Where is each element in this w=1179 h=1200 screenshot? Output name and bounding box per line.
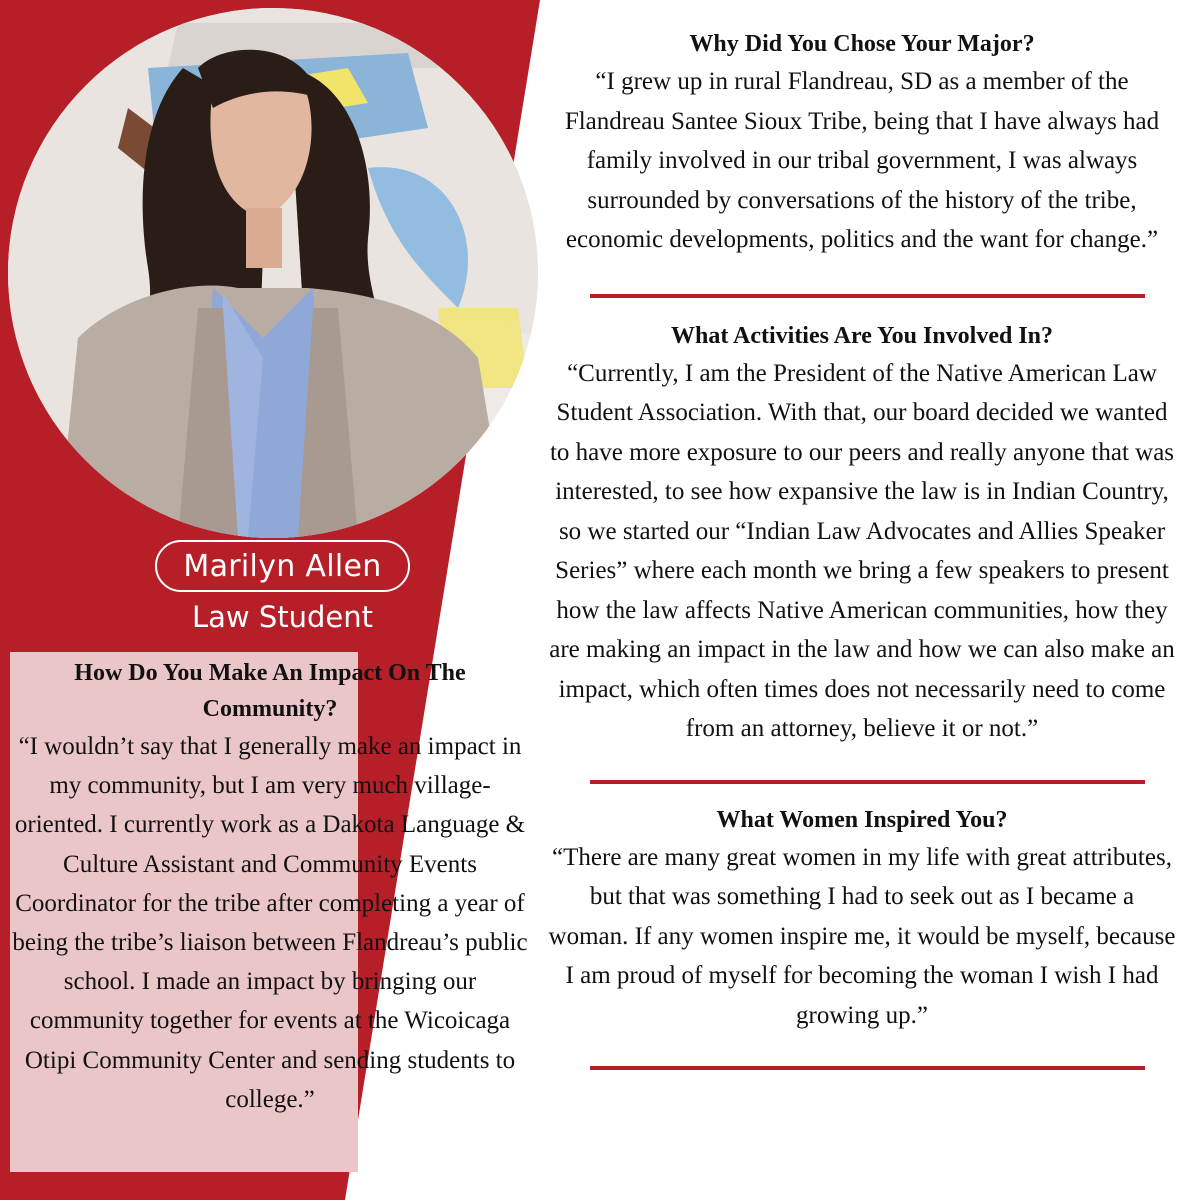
major-answer: “I grew up in rural Flandreau, SD as a member of the Flandreau Santee Sioux Tribe, being that I have always had family involved in our tribal government, I was always surrounded by conversations of the history of the tribe, economic developments, politics and the want for change.” xyxy=(564,68,1160,253)
impact-section xyxy=(12,655,528,1119)
major-section xyxy=(548,26,1176,260)
profile-photo xyxy=(8,8,538,538)
qa-column xyxy=(548,26,1176,1070)
major-question: Why Did You Chose Your Major? xyxy=(689,31,1035,57)
activities-question: What Activities Are You Involved In? xyxy=(670,322,1054,349)
impact-question: How Do You Make An Impact On The Community? xyxy=(74,660,466,722)
activities-answer: “Currently, I am the President of the Native American Law Student Association. With that, our board decided we wanted to have more exposure to our peers and really anyone that was interested, to see how expansive the law is in Indian Country, so we started our “Indian Law Advocates and Allies Speaker Series” where each month we bring a few speakers to present how the law affects Native American communities, how they are making an impact in the law and how we can also make an impact, which often times does not necessarily need to come from an attorney, believe it or not.” xyxy=(549,359,1175,742)
impact-answer: “I wouldn’t say that I generally make an impact in my community, but I am very much village-oriented. I currently work as a Dakota Language & Culture Assistant and Community Events Coordinator for the tribe after completing a year of being the tribe’s liaison between Flandreau’s public school. I made an impact by bringing our community together for events at the Wicoicaga Otipi Community Center and sending students to college.” xyxy=(12,733,528,1113)
role-label: Law Student xyxy=(191,600,374,634)
inspiration-question: What Women Inspired You? xyxy=(716,806,1008,833)
name-badge: Marilyn Allen xyxy=(155,540,410,592)
inspiration-section xyxy=(548,802,1176,1036)
section-divider xyxy=(590,294,1145,298)
portrait-illustration xyxy=(8,8,538,538)
section-divider xyxy=(590,780,1145,784)
activities-section xyxy=(548,318,1176,749)
inspiration-answer: “There are many great women in my life with great attributes, but that was something I had to seek out as I became a woman. If any women inspire me, it would be myself, because I am proud of myself for becoming the woman I wish I had growing up.” xyxy=(548,843,1176,1029)
section-divider xyxy=(590,1066,1145,1070)
